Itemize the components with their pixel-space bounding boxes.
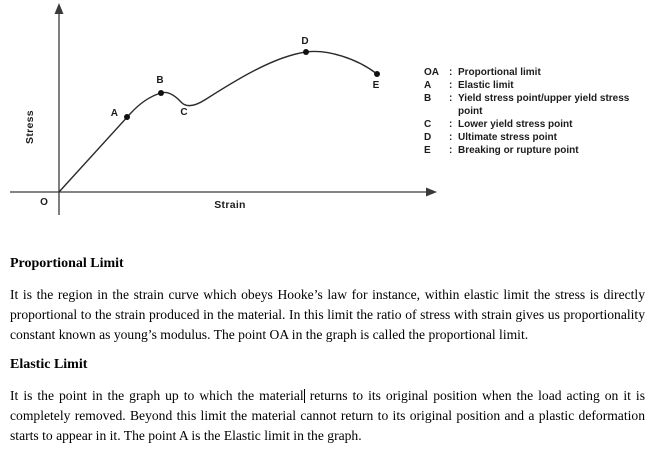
x-axis-arrow-icon bbox=[426, 188, 437, 197]
legend-key: D bbox=[424, 132, 432, 143]
legend-separator: : bbox=[449, 80, 453, 91]
legend-item-oa bbox=[424, 66, 634, 79]
legend-key: E bbox=[424, 145, 431, 156]
legend-key: C bbox=[424, 119, 432, 130]
legend-label: Ultimate stress point bbox=[458, 132, 557, 143]
text-sections bbox=[0, 232, 655, 446]
y-axis-arrow-icon bbox=[55, 3, 64, 14]
point-c-label: C bbox=[180, 107, 188, 118]
legend-label: Breaking or rupture point bbox=[458, 145, 579, 156]
elastic-limit-text-after-caret: returns to its original position when the load acting on it is completely removed. Beyond this limit the material cannot return to its original position and a plastic deformation starts to appear in it. The point A is the Elastic limit in the graph. bbox=[10, 388, 646, 443]
point-b-dot bbox=[158, 90, 164, 96]
point-a-label: A bbox=[110, 108, 118, 119]
legend-separator: : bbox=[449, 132, 453, 143]
point-e-label: E bbox=[372, 80, 380, 91]
legend-separator: : bbox=[449, 145, 453, 156]
point-a-dot bbox=[124, 114, 130, 120]
legend-item-a bbox=[424, 79, 634, 92]
section-heading-proportional-limit: Proportional Limit bbox=[10, 256, 124, 271]
point-b-label: B bbox=[156, 75, 164, 86]
point-d-dot bbox=[303, 49, 309, 55]
legend-separator: : bbox=[449, 67, 453, 78]
x-axis-title: Strain bbox=[214, 199, 246, 211]
point-d-label: D bbox=[301, 36, 309, 47]
legend-label: Elastic limit bbox=[458, 80, 514, 91]
legend-separator: : bbox=[449, 93, 453, 104]
legend-separator: : bbox=[449, 119, 453, 130]
elastic-limit-text-before-caret: It is the point in the graph up to which the material bbox=[10, 388, 304, 403]
legend-item-c bbox=[424, 118, 634, 131]
legend-key: B bbox=[424, 93, 432, 104]
point-e-dot bbox=[374, 71, 380, 77]
figure-legend bbox=[424, 66, 634, 157]
legend-item-e bbox=[424, 144, 634, 157]
stress-strain-curve bbox=[59, 51, 377, 192]
legend-item-b bbox=[424, 92, 634, 118]
section-body-elastic-limit bbox=[10, 386, 645, 446]
legend-label: Proportional limit bbox=[458, 67, 541, 78]
legend-label: Yield stress point/upper yield stress point bbox=[458, 93, 630, 117]
origin-label: O bbox=[40, 197, 48, 208]
section-body-proportional-limit: It is the region in the strain curve which obeys Hooke’s law for instance, within elastic limit the stress is directly proportional to the strain produced in the material. In this limit the ratio of stress with strain gives us proportionality constant known as young’s modulus. The point OA in the graph is called the proportional limit. bbox=[10, 287, 645, 342]
y-axis-title: Stress bbox=[24, 110, 36, 144]
legend-label: Lower yield stress point bbox=[458, 119, 573, 130]
legend-key: A bbox=[424, 80, 432, 91]
legend-key: OA bbox=[424, 67, 439, 78]
section-heading-elastic-limit: Elastic Limit bbox=[10, 357, 88, 372]
legend-item-d bbox=[424, 131, 634, 144]
